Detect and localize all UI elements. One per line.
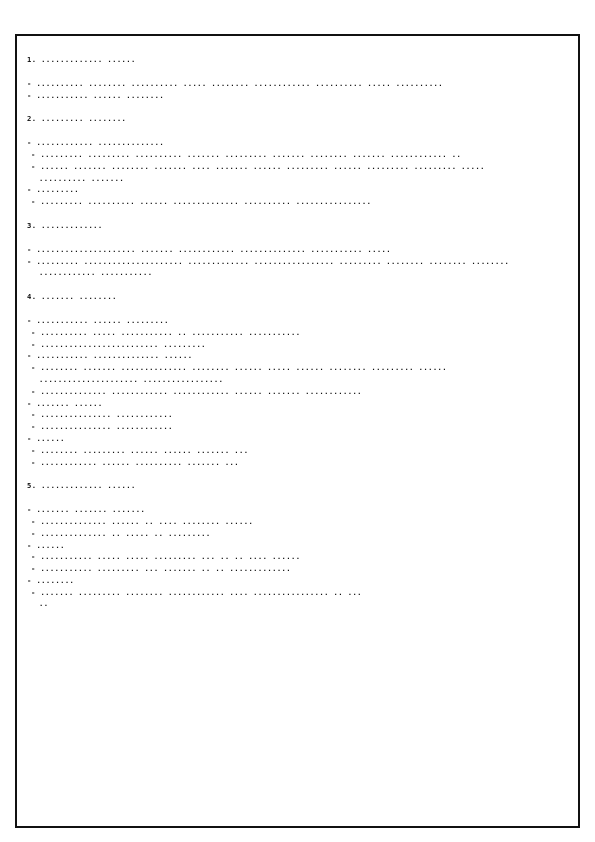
list-item: - ..................... ....... ............ .............. ........... ..... <box>27 244 391 254</box>
spacer <box>27 125 572 137</box>
list-item: - ........... ......... ... ....... .. .. ............. <box>31 564 291 574</box>
list-item: - ............ ...... .......... ....... ... <box>31 457 239 467</box>
list-item: - ...... <box>27 433 65 443</box>
list-item: - ....... ....... ....... <box>27 505 146 515</box>
spacer <box>27 468 572 480</box>
section-heading: 4. ....... ........ <box>27 292 117 302</box>
section-heading: 3. ............. <box>27 220 103 230</box>
list-item: - ........ <box>27 575 75 585</box>
list-item: - ......... <box>27 185 79 195</box>
document-body <box>27 54 572 610</box>
list-item: .. <box>39 599 49 609</box>
section-heading: 2. ......... ........ <box>27 114 127 124</box>
list-item: - .............. ............ ............ ...... ....... ............ <box>31 386 362 396</box>
section-heading: 1. ............. ...... <box>27 55 136 64</box>
list-item: ..................... ................. <box>39 374 224 384</box>
list-item: .......... ....... <box>39 173 125 183</box>
list-item: - ........... .............. ...... <box>27 351 193 361</box>
list-item: - ......... ..................... ............. ................. ......... ........ ........ ........ <box>27 256 510 266</box>
list-item: - ........... ...... ......... <box>27 315 169 325</box>
list-item: - ............... ............ <box>31 422 173 432</box>
spacer <box>27 492 572 504</box>
spacer <box>27 101 572 113</box>
page-frame <box>15 34 580 828</box>
list-item: - ...... <box>27 540 65 550</box>
list-item: - ............... ............ <box>31 410 173 420</box>
list-item: - ........ ......... ...... ...... ....... ... <box>31 445 249 455</box>
section-heading: 5. ............. ...... <box>27 481 136 491</box>
list-item: - ....... ......... ........ ............ .... ................ .. ... <box>31 587 362 597</box>
list-item: - ........... ..... ..... ......... ... .. .. .... ...... <box>31 552 301 562</box>
spacer <box>27 232 572 244</box>
list-item: - ...... ....... ........ ....... .... ....... ...... ......... ...... ......... ......... ..... <box>31 161 485 171</box>
spacer <box>27 303 572 315</box>
list-item: - ......................... ......... <box>31 339 206 349</box>
list-item: - .......... ........ .......... ..... ........ ............ .......... ..... .......... <box>27 78 443 88</box>
list-item: - .............. ...... .. .... ........ ...... <box>31 516 254 526</box>
list-item: - ......... ......... .......... ....... ......... ....... ........ ....... ............ .. <box>31 149 462 159</box>
spacer <box>27 208 572 220</box>
list-item: - ........ ....... .............. ........ ...... ..... ...... ........ ......... ...... <box>31 363 447 373</box>
list-item: - .......... ..... ........... .. ........... ........... <box>31 327 301 337</box>
list-item: - ............ .............. <box>27 138 165 148</box>
list-item: ............ ........... <box>39 268 153 278</box>
spacer <box>27 66 572 78</box>
list-item: - ....... ...... <box>27 398 103 408</box>
list-item: - .............. .. ..... .. ......... <box>31 528 211 538</box>
spacer <box>27 279 572 291</box>
list-item: - ......... .......... ...... .............. .......... ................ <box>31 197 372 207</box>
list-item: - ........... ...... ........ <box>27 90 165 100</box>
